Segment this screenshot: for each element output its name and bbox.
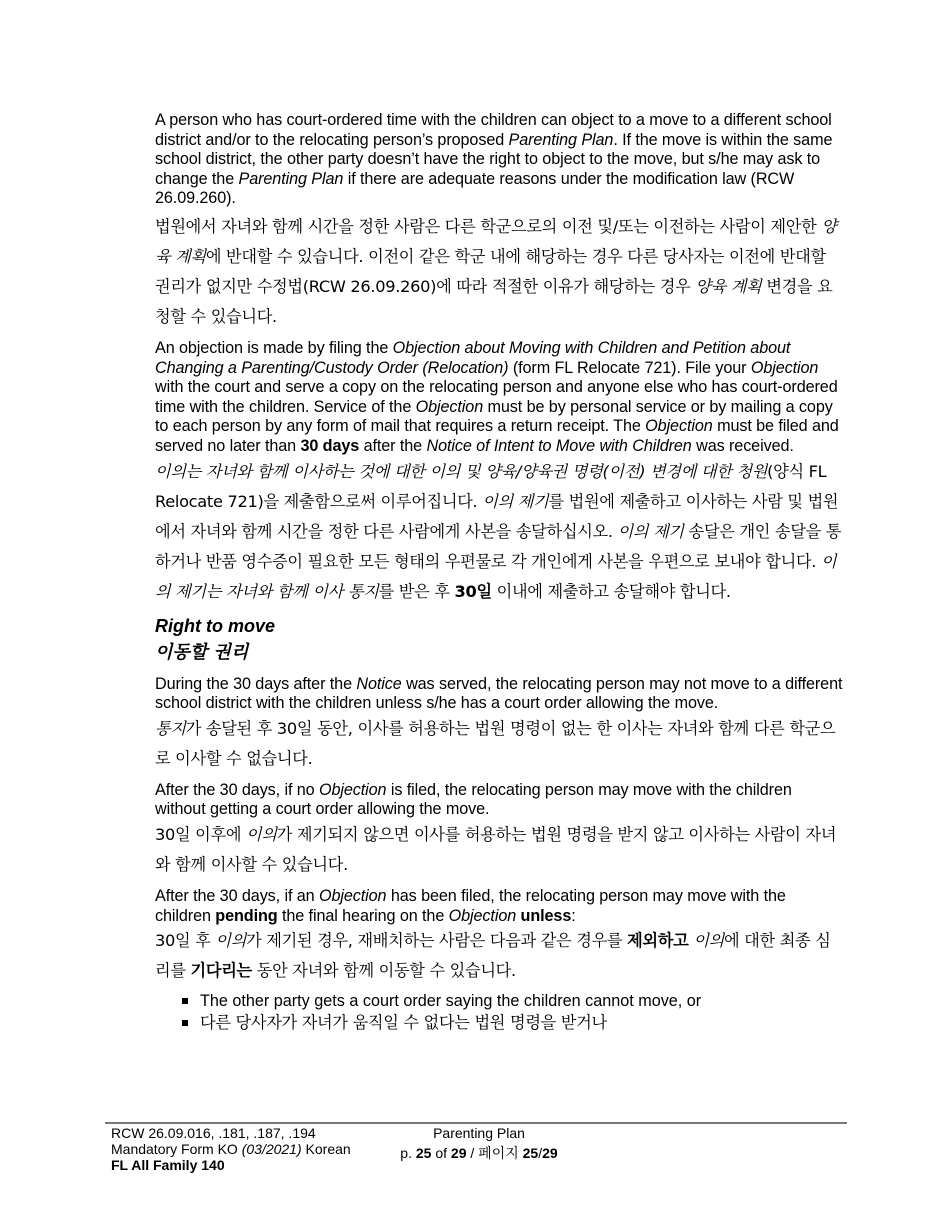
document-page — [155, 111, 845, 1034]
section-heading-right-to-move: Right to move — [155, 615, 275, 636]
paragraph-objection-right-en: A person who has court-ordered time with the children can object to a move to a different school district and/or to the relocating person’s proposed Parenting Plan. If the move is within the same school district, the other party doesn’t have the right to object to the move, but s/he may ask to change the Parenting Plan if there are adequate reasons under the modification law (RCW 26.09.260). — [155, 111, 833, 208]
paragraph-how-to-object-en: An objection is made by filing the Objection about Moving with Children and Petition about Changing a Parenting/Custody Order (Relocation) (form FL Relocate 721). File your Objection with the court and serve a copy on the relocating person and anyone else who has court-ordered time with the children. Service of the Objection must be by personal service or by mailing a copy to each person by any form of mail that requires a return receipt. The Objection must be filed and served no later than 30 days after the Notice of Intent to Move with Children was received. — [155, 338, 839, 455]
list-item: The other party gets a court order saying the children cannot move, or — [155, 990, 845, 1012]
footer-form-code: FL All Family 140 — [111, 1157, 225, 1173]
footer-doc-title: Parenting Plan — [433, 1125, 525, 1141]
bullet-square-icon — [182, 998, 188, 1004]
paragraph-objection-filed-ko: 30일 후 이의가 제기된 경우, 재배치하는 사람은 다음과 같은 경우를 제외하고 이의에 대한 최종 심리를 기다리는 동안 자녀와 함께 이동할 수 있습니다. — [155, 931, 831, 981]
page-number: p. 25 of 29 / 페이지 25/29 — [400, 1145, 558, 1161]
footer-rcw: RCW 26.09.016, .181, .187, .194 — [111, 1125, 316, 1141]
exception-list — [155, 990, 845, 1034]
footer-page-info — [398, 1125, 560, 1161]
footer-divider — [105, 1122, 847, 1124]
section-heading-right-to-move-ko: 이동할 권리 — [155, 641, 249, 663]
footer-form-version: Mandatory Form KO (03/2021) Korean — [111, 1141, 351, 1157]
paragraph-during-30-days-ko: 통지가 송달된 후 30일 동안, 이사를 허용하는 법원 명령이 없는 한 이사는 자녀와 함께 다른 학군으로 이사할 수 없습니다. — [155, 718, 836, 768]
paragraph-no-objection-ko: 30일 이후에 이의가 제기되지 않으면 이사를 허용하는 법원 명령을 받지 않고 이사하는 사람이 자녀와 함께 이사할 수 있습니다. — [155, 824, 837, 874]
bullet-square-icon — [182, 1020, 188, 1026]
footer-form-info — [111, 1125, 351, 1173]
paragraph-objection-right-ko: 법원에서 자녀와 함께 시간을 정한 사람은 다른 학군으로의 이전 및/또는 이전하는 사람이 제안한 양육 계획에 반대할 수 있습니다. 이전이 같은 학군 내에 해당하는 경우 다른 당사자는 이전에 반대할 권리가 없지만 수정법(RCW 26.09.260)에 따라 적절한 이유가 해당하는 경우 양육 계획 변경을 요청할 수 있습니다. — [155, 216, 837, 326]
paragraph-no-objection-en: After the 30 days, if no Objection is filed, the relocating person may move with the children without getting a court order allowing the move. — [155, 780, 792, 819]
list-item: 다른 당사자가 자녀가 움직일 수 없다는 법원 명령을 받거나 — [155, 1012, 845, 1034]
paragraph-how-to-object-ko: 이의는 자녀와 함께 이사하는 것에 대한 이의 및 양육/양육권 명령(이전) 변경에 대한 청원(양식 FL Relocate 721)을 제출함으로써 이루어집니다. 이의 제기를 법원에 제출하고 이사하는 사람 및 법원에서 자녀와 함께 시간을 정한 다른 사람에게 사본을 송달하십시오. 이의 제기 송달은 개인 송달을 통하거나 반품 영수증이 필요한 모든 형태의 우편물로 각 개인에게 사본을 우편으로 보내야 합니다. 이의 제기는 자녀와 함께 이사 통지를 받은 후 30일 이내에 제출하고 송달해야 합니다. — [155, 461, 842, 601]
paragraph-objection-filed-en: After the 30 days, if an Objection has been filed, the relocating person may move with the children pending the final hearing on the Objection unless: — [155, 886, 786, 925]
paragraph-during-30-days-en: During the 30 days after the Notice was served, the relocating person may not move to a different school district with the children unless s/he has a court order allowing the move. — [155, 674, 843, 713]
